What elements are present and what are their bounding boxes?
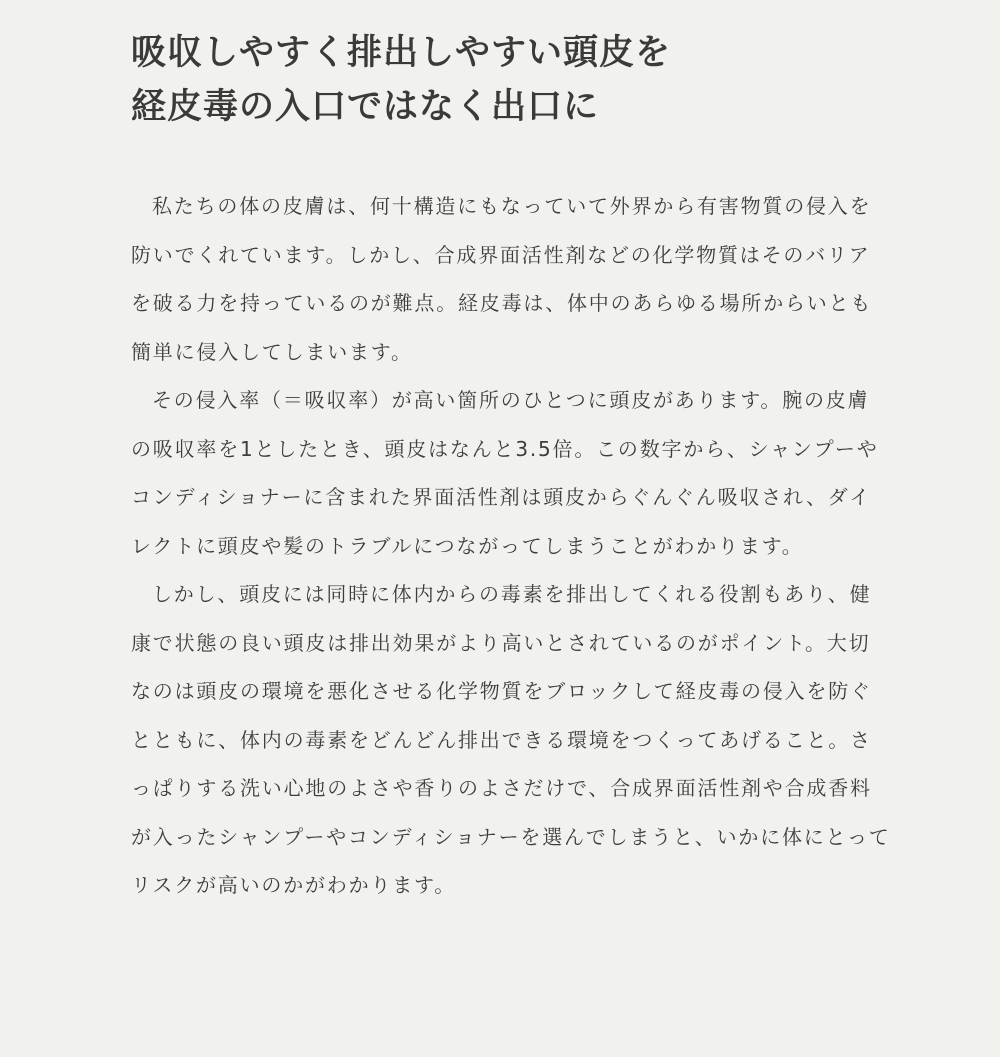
heading-line-2: 経皮毒の入口ではなく出口に [131,87,600,127]
article-body [131,182,891,910]
heading-line-1: 吸収しやすく排出しやすい頭皮を [131,33,672,73]
paragraph-scalp-detox: しかし、頭皮には同時に体内からの毒素を排出してくれる役割もあり、健康で状態の良い頭皮は排出効果がより高いとされているのがポイント。大切なのは頭皮の環境を悪化させる化学物質をブロックして経皮毒の侵入を防ぐとともに、体内の毒素をどんどん排出できる環境をつくってあげること。さっぱりする洗い心地のよさや香りのよさだけで、合成界面活性剤や合成香料が入ったシャンプーやコンディショナーを選んでしまうと、いかに体にとってリスクが高いのかがわかります。 [131,582,891,897]
paragraph-skin-barrier: 私たちの体の皮膚は、何十構造にもなっていて外界から有害物質の侵入を防いでくれています。しかし、合成界面活性剤などの化学物質はそのバリアを破る力を持っているのが難点。経皮毒は、体中のあらゆる場所からいとも簡単に侵入してしまいます。 [131,194,873,364]
paragraph-scalp-absorption: その侵入率（＝吸収率）が高い箇所のひとつに頭皮があります。腕の皮膚の吸収率を1としたとき、頭皮はなんと3.5倍。この数字から、シャンプーやコンディショナーに含まれた界面活性剤は頭皮からぐんぐん吸収され、ダイレクトに頭皮や髪のトラブルにつながってしまうことがわかります。 [131,388,879,558]
article-heading [131,26,1000,134]
